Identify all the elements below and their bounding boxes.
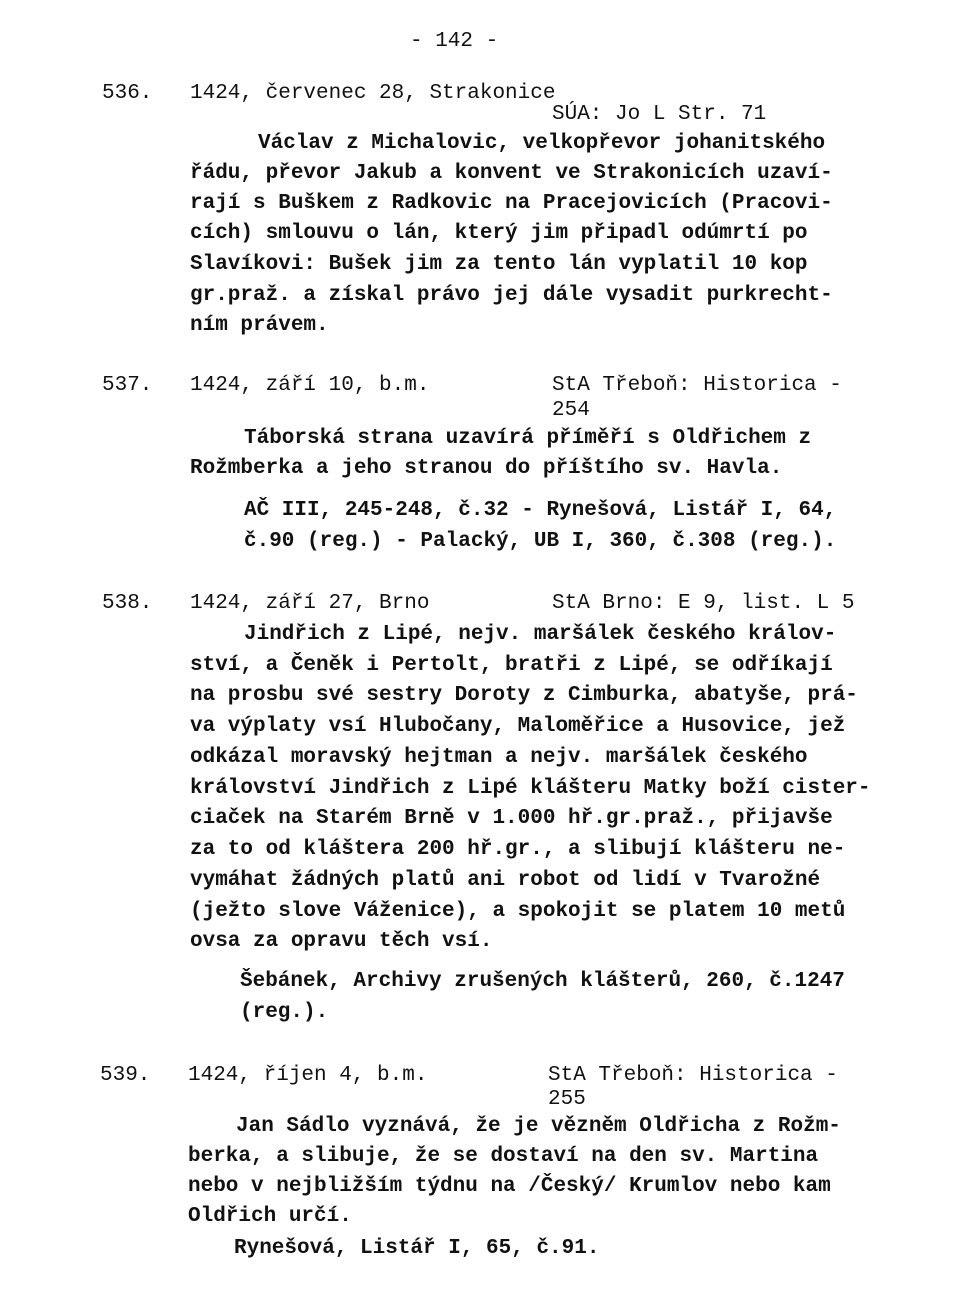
entry-text-line: nebo v nejbližším týdnu na /Český/ Krumlov nebo kam <box>188 1175 831 1198</box>
entry-text-line: cích) smlouvu o lán, který jim připadl odúmrtí po <box>190 222 808 245</box>
entry-reference: (reg.). <box>240 1001 329 1024</box>
entry-archive: 254 <box>552 399 590 422</box>
entry-text-line: Jindřich z Lipé, nejv. maršálek českého králov- <box>244 623 837 646</box>
entry-text-line: berka, a slibuje, že se dostaví na den sv. Martina <box>188 1145 819 1168</box>
entry-reference: Rynešová, Listář I, 65, č.91. <box>234 1237 600 1260</box>
entry-text-line: ovsa za opravu těch vsí. <box>190 930 493 953</box>
entry-text-line: Rožmberka a jeho stranou do příštího sv. Havla. <box>190 457 783 480</box>
entry-text-line: za to od kláštera 200 hř.gr., a slibují klášteru ne- <box>190 838 846 861</box>
entry-text-line: řádu, převor Jakub a konvent ve Strakonicích uzaví- <box>190 162 833 185</box>
entry-text-line: va výplaty vsí Hlubočany, Maloměřice a Husovice, jež <box>190 715 846 738</box>
entry-archive: 255 <box>548 1088 586 1111</box>
entry-text-line: ním právem. <box>190 314 329 337</box>
entry-reference: č.90 (reg.) - Palacký, UB I, 360, č.308 (reg.). <box>244 530 837 553</box>
entry-text-line: na prosbu své sestry Doroty z Cimburka, abatyše, prá- <box>190 684 858 707</box>
entry-text-line: (ježto slove Váženice), a spokojit se platem 10 metů <box>190 900 846 923</box>
entry-text-line: gr.praž. a získal právo jej dále vysadit purkrecht- <box>190 284 833 307</box>
entry-number: 539. <box>100 1064 151 1087</box>
entry-header: 1424, červenec 28, Strakonice <box>190 82 556 105</box>
entry-reference: AČ III, 245-248, č.32 - Rynešová, Listář I, 64, <box>244 499 837 522</box>
entry-text-line: Jan Sádlo vyznává, že je vězněm Oldřicha z Rožm- <box>236 1115 841 1138</box>
entry-archive: StA Brno: E 9, list. L 5 <box>552 592 855 615</box>
entry-reference: Šebánek, Archivy zrušených klášterů, 260, č.1247 <box>240 970 845 993</box>
entry-archive: SÚA: Jo L Str. 71 <box>552 103 767 126</box>
page-number: - 142 - <box>410 30 499 53</box>
entry-number: 538. <box>102 592 153 615</box>
entry-archive: StA Třeboň: Historica - <box>552 374 842 397</box>
entry-number: 536. <box>102 82 153 105</box>
entry-header: 1424, říjen 4, b.m. <box>188 1064 428 1087</box>
entry-text-line: Táborská strana uzavírá příměří s Oldřichem z <box>244 427 812 450</box>
entry-header: 1424, září 10, b.m. <box>190 374 430 397</box>
entry-text-line: vymáhat žádných platů ani robot od lidí v Tvarožné <box>190 869 821 892</box>
entry-text-line: království Jindřich z Lipé klášteru Matky boží cister- <box>190 777 871 800</box>
entry-text-line: Václav z Michalovic, velkopřevor johanitského <box>258 132 826 155</box>
entry-text-line: Slavíkovi: Bušek jim za tento lán vyplatil 10 kop <box>190 253 808 276</box>
entry-text-line: ství, a Čeněk i Pertolt, bratři z Lipé, se odříkají <box>190 654 833 677</box>
entry-text-line: rají s Buškem z Radkovic na Pracejovicích (Pracovi- <box>190 192 833 215</box>
entry-number: 537. <box>102 374 153 397</box>
entry-text-line: Oldřich určí. <box>188 1205 352 1228</box>
entry-text-line: odkázal moravský hejtman a nejv. maršálek českého <box>190 746 808 769</box>
entry-text-line: ciaček na Starém Brně v 1.000 hř.gr.praž., přijavše <box>190 807 833 830</box>
entry-archive: StA Třeboň: Historica - <box>548 1064 838 1087</box>
entry-header: 1424, září 27, Brno <box>190 592 430 615</box>
